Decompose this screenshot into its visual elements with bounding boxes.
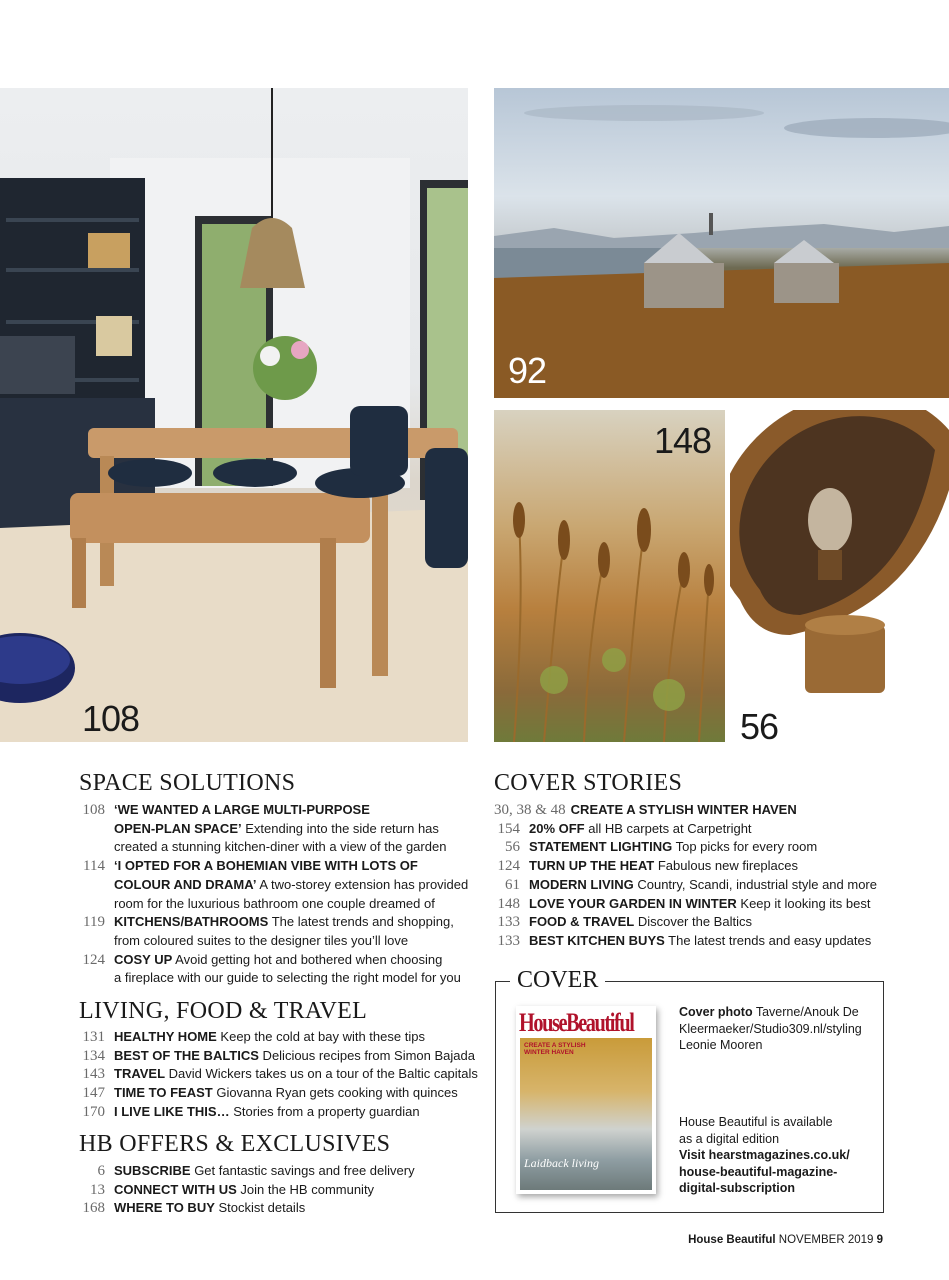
kitchen-page-number: 108 <box>82 698 140 739</box>
living-food-travel-heading: LIVING, FOOD & TRAVEL <box>79 998 368 1024</box>
toc-description: from coloured suites to the designer tiles you’ll love <box>114 932 409 948</box>
toc-description: Get fantastic savings and free delivery <box>190 1163 415 1178</box>
toc-description: Avoid getting hot and bothered when choosing <box>172 951 443 967</box>
toc-page-number: 168 <box>82 1200 105 1217</box>
toc-text <box>529 838 914 857</box>
toc-title: HEALTHY HOME <box>114 1029 217 1044</box>
toc-text <box>529 913 914 932</box>
toc-entry <box>79 1065 479 1084</box>
toc-entry <box>79 1103 479 1122</box>
space-solutions-list <box>79 801 479 988</box>
lamp-photo <box>730 410 949 710</box>
toc-page-number <box>79 932 105 951</box>
toc-description: The latest trends and shopping, <box>268 914 454 930</box>
toc-entry <box>79 801 479 820</box>
toc-title: COSY UP <box>114 951 173 967</box>
toc-text <box>529 895 914 914</box>
toc-entry <box>494 913 914 932</box>
digital-line-2: as a digital edition <box>679 1131 780 1146</box>
grasses-page-number: 148 <box>654 420 712 461</box>
toc-title: STATEMENT LIGHTING <box>529 839 673 855</box>
toc-page-number: 170 <box>82 1103 105 1120</box>
toc-text <box>114 951 479 970</box>
toc-text <box>114 1162 479 1181</box>
footer-page-number: 9 <box>876 1234 883 1246</box>
landscape-page-number: 92 <box>508 350 547 391</box>
toc-page-number: 124 <box>82 951 105 968</box>
cover-art <box>520 1038 652 1190</box>
toc-title: ‘I OPTED FOR A BOHEMIAN VIBE WITH LOTS OF <box>114 858 418 874</box>
toc-title: TRAVEL <box>114 1066 166 1082</box>
toc-page-number: 108 <box>82 802 105 818</box>
toc-description: The latest trends and easy updates <box>664 932 872 948</box>
toc-entry <box>494 932 914 951</box>
toc-title: FOOD & TRAVEL <box>529 914 635 930</box>
toc-entry <box>494 801 914 820</box>
toc-page-number: 13 <box>90 1181 105 1198</box>
toc-entry <box>79 1199 479 1218</box>
toc-description: Discover the Baltics <box>634 914 752 930</box>
toc-page-number: 30, 38 & 48 <box>494 802 566 818</box>
toc-text <box>114 932 479 951</box>
toc-title: SUBSCRIBE <box>114 1163 191 1178</box>
toc-text <box>114 1199 479 1218</box>
toc-title: WHERE TO BUY <box>114 1200 215 1216</box>
grasses-photo <box>494 410 725 742</box>
toc-text <box>114 1103 479 1122</box>
toc-description: David Wickers takes us on a tour of the Baltic capitals <box>165 1066 478 1082</box>
toc-entry <box>494 895 914 914</box>
toc-text <box>114 1084 479 1103</box>
toc-text <box>114 838 479 857</box>
toc-text <box>114 820 479 839</box>
toc-page-number: 56 <box>505 839 520 856</box>
toc-page-number: 133 <box>497 932 520 949</box>
toc-text <box>114 1065 479 1084</box>
toc-title: CREATE A STYLISH WINTER HAVEN <box>570 802 797 817</box>
toc-description: Top picks for every room <box>672 839 818 855</box>
toc-entry <box>79 1181 479 1200</box>
toc-page-number <box>79 876 105 895</box>
cover-credit <box>679 1004 879 1054</box>
toc-entry <box>494 820 914 839</box>
toc-title: I LIVE LIKE THIS… <box>114 1103 230 1119</box>
toc-description: Keep it looking its best <box>736 895 871 911</box>
toc-description: Keep the cold at bay with these tips <box>216 1029 425 1044</box>
toc-entry <box>79 932 479 951</box>
toc-text <box>114 1181 479 1200</box>
toc-entry <box>79 951 479 970</box>
hb-offers-list <box>79 1162 479 1218</box>
toc-title: TURN UP THE HEAT <box>529 858 655 874</box>
toc-text <box>114 801 479 820</box>
toc-title: BEST OF THE BALTICS <box>114 1047 259 1063</box>
toc-page-number: 61 <box>505 876 520 893</box>
toc-title: COLOUR AND DRAMA’ <box>114 876 257 892</box>
toc-page-number: 114 <box>83 858 105 875</box>
digital-line-1: House Beautiful is available <box>679 1115 833 1129</box>
toc-page-number: 119 <box>83 914 105 931</box>
toc-description: room for the luxurious bathroom one couple dreamed of <box>114 895 435 911</box>
toc-entry <box>79 1084 479 1103</box>
toc-entry <box>79 1047 479 1066</box>
toc-title: OPEN-PLAN SPACE’ <box>114 820 242 836</box>
toc-page-number <box>79 895 105 914</box>
space-solutions-heading: SPACE SOLUTIONS <box>79 770 296 796</box>
toc-page-number: 147 <box>82 1085 105 1102</box>
toc-text <box>114 1028 479 1047</box>
toc-text <box>529 876 914 895</box>
toc-page-number <box>79 969 105 988</box>
toc-text <box>114 969 479 988</box>
toc-entry <box>79 895 479 914</box>
toc-description: Extending into the side return has <box>241 820 439 836</box>
cover-credit-line-2: Kleermaeker/Studio309.nl/styling <box>679 1021 862 1036</box>
toc-text <box>114 876 479 895</box>
toc-description: Join the HB community <box>236 1181 375 1197</box>
toc-title: LOVE YOUR GARDEN IN WINTER <box>529 895 737 911</box>
toc-entry <box>79 820 479 839</box>
landscape-photo <box>494 88 949 398</box>
toc-page-number: 134 <box>82 1047 105 1064</box>
lamp-illustration <box>730 410 949 710</box>
toc-description: created a stunning kitchen-diner with a view of the garden <box>114 839 447 855</box>
toc-text <box>529 932 914 951</box>
toc-entry <box>494 857 914 876</box>
cover-credit-line-3: Leonie Mooren <box>679 1038 763 1052</box>
toc-page-number <box>79 820 105 839</box>
toc-entry <box>79 1028 479 1047</box>
toc-text <box>529 857 914 876</box>
toc-title: CONNECT WITH US <box>114 1181 237 1197</box>
cover-credit-line-1: Taverne/Anouk De <box>752 1005 859 1019</box>
toc-entry <box>79 913 479 932</box>
toc-page-number: 133 <box>497 914 520 931</box>
toc-page-number: 124 <box>497 858 520 875</box>
footer-brand: House Beautiful <box>688 1234 776 1246</box>
toc-entry <box>79 969 479 988</box>
toc-page-number: 6 <box>97 1163 105 1179</box>
landscape-illustration <box>494 88 949 398</box>
cover-masthead: HouseBeautiful <box>519 1008 634 1037</box>
toc-title: MODERN LIVING <box>529 876 634 892</box>
cover-headline: CREATE A STYLISH WINTER HAVEN <box>524 1042 586 1056</box>
cover-stories-heading: COVER STORIES <box>494 770 683 796</box>
cover-heading: COVER <box>510 967 605 994</box>
hb-offers-heading: HB OFFERS & EXCLUSIVES <box>79 1131 391 1157</box>
toc-entry <box>79 838 479 857</box>
living-food-travel-list <box>79 1028 479 1122</box>
toc-description: all HB carpets at Carpetright <box>584 820 752 836</box>
toc-text <box>529 820 914 839</box>
toc-description: Stories from a property guardian <box>229 1103 420 1119</box>
toc-page-number: 131 <box>82 1029 105 1045</box>
toc-entry <box>79 1162 479 1181</box>
toc-page-number: 148 <box>497 895 520 912</box>
digital-link-line-2[interactable]: house-beautiful-magazine- <box>679 1164 838 1179</box>
toc-title: BEST KITCHEN BUYS <box>529 932 665 948</box>
kitchen-illustration <box>0 88 468 742</box>
toc-description: Country, Scandi, industrial style and more <box>633 876 877 892</box>
toc-entry <box>494 838 914 857</box>
toc-description: a fireplace with our guide to selecting the right model for you <box>114 970 461 986</box>
toc-entry <box>79 876 479 895</box>
kitchen-photo <box>0 88 468 742</box>
digital-link-line-1[interactable]: Visit hearstmagazines.co.uk/ <box>679 1148 850 1162</box>
cover-script-title: Laidback living <box>524 1156 599 1170</box>
cover-stories-list <box>494 801 914 951</box>
lamp-page-number: 56 <box>740 706 779 747</box>
toc-page-number: 143 <box>82 1066 105 1083</box>
toc-text <box>571 801 914 820</box>
toc-title: KITCHENS/BATHROOMS <box>114 914 269 930</box>
toc-description: Delicious recipes from Simon Bajada <box>258 1047 475 1063</box>
footer-issue: NOVEMBER 2019 <box>775 1234 877 1246</box>
toc-entry <box>79 857 479 876</box>
toc-text <box>114 895 479 914</box>
toc-description: A two-storey extension has provided <box>256 876 469 892</box>
toc-title: 20% OFF <box>529 820 585 836</box>
toc-title: ‘WE WANTED A LARGE MULTI-PURPOSE <box>114 802 370 817</box>
cover-credit-label: Cover photo <box>679 1005 753 1019</box>
toc-text <box>114 1047 479 1066</box>
toc-text <box>114 913 479 932</box>
toc-description: Fabulous new fireplaces <box>654 858 799 874</box>
page-footer <box>688 1234 883 1246</box>
toc-page-number <box>79 838 105 857</box>
toc-description: Stockist details <box>214 1200 306 1216</box>
toc-description: Giovanna Ryan gets cooking with quinces <box>212 1085 458 1101</box>
digital-edition-info <box>679 1114 879 1197</box>
cover-thumbnail <box>516 1006 656 1194</box>
toc-title: TIME TO FEAST <box>114 1085 213 1101</box>
digital-link-line-3[interactable]: digital-subscription <box>679 1181 795 1195</box>
toc-text <box>114 857 479 876</box>
toc-page-number: 154 <box>497 820 520 837</box>
toc-entry <box>494 876 914 895</box>
